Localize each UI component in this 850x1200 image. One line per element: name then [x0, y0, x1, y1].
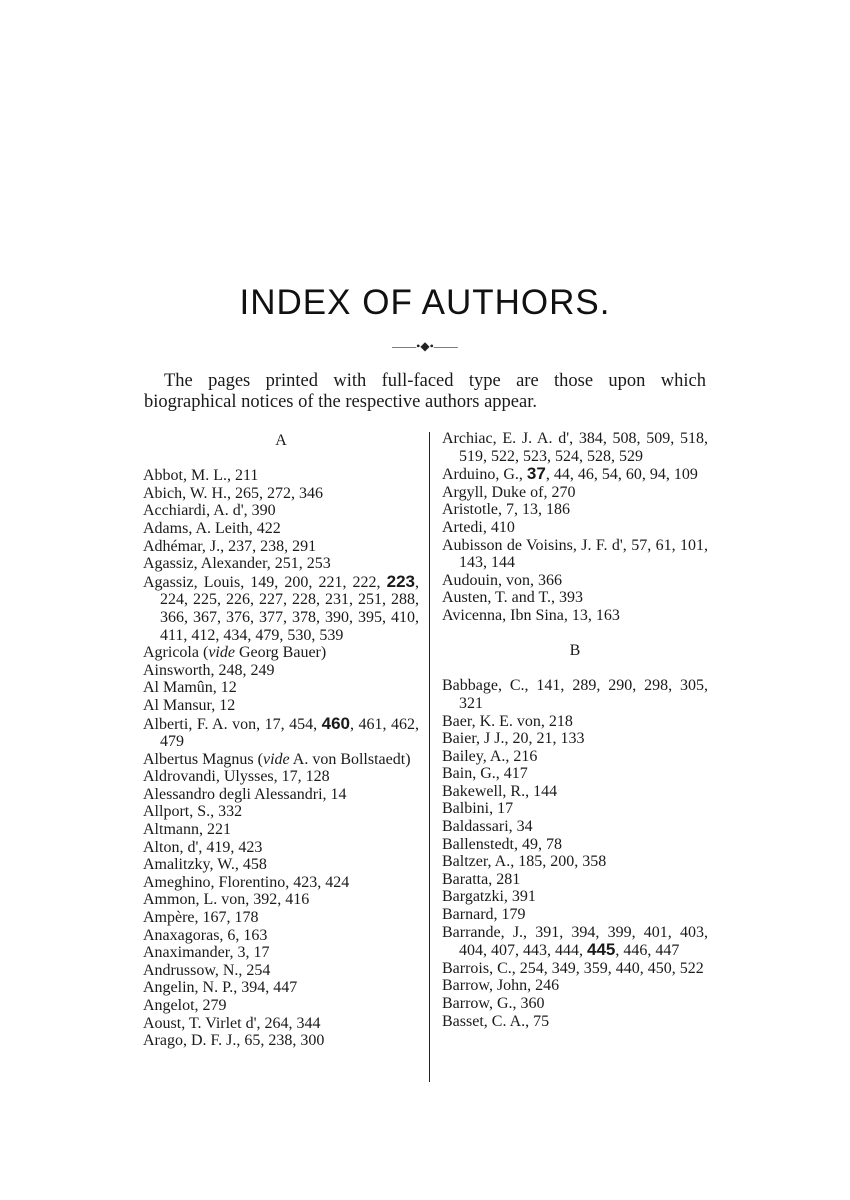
- entry-text: Arago, D. F. J., 65, 238, 300: [143, 1032, 325, 1050]
- entry-text: Anaximander, 3, 17: [143, 944, 270, 962]
- entry-text: Georg Bauer): [234, 644, 327, 662]
- entry-text: Anaxagoras, 6, 163: [143, 926, 268, 944]
- entry-text: Abich, W. H., 265, 272, 346: [143, 484, 323, 502]
- entry-text: Angelin, N. P., 394, 447: [143, 979, 298, 997]
- entry-text: Andrussow, N., 254: [143, 961, 271, 979]
- index-entry: [143, 467, 419, 485]
- index-entry: [143, 751, 419, 769]
- index-entry: [143, 662, 419, 680]
- entry-text: Albertus Magnus (: [143, 750, 263, 768]
- index-column-left: [143, 430, 419, 1050]
- title-ornament: ——•◆•——: [392, 339, 458, 353]
- index-entry: [143, 573, 419, 644]
- entry-text: Ainsworth, 248, 249: [143, 661, 275, 679]
- entry-text: Allport, S., 332: [143, 803, 243, 821]
- biography-page-number: 223: [386, 571, 415, 591]
- index-entry: [143, 679, 419, 697]
- entry-text: , 461, 462, 479: [160, 715, 420, 751]
- entry-text: Aoust, T. Virlet d', 264, 344: [143, 1014, 321, 1032]
- index-entry: [442, 906, 708, 924]
- entry-text: Angelot, 279: [143, 997, 227, 1014]
- section-letter: B: [569, 642, 581, 660]
- entry-text: Aristotle, 7, 13, 186: [442, 501, 570, 519]
- entry-text: , 44, 46, 54, 60, 94, 109: [545, 466, 698, 484]
- entry-text: Balbini, 17: [442, 800, 514, 818]
- index-entry: [143, 697, 419, 715]
- entry-text: , 446, 447: [615, 942, 680, 960]
- index-entry: [143, 538, 419, 556]
- vide-reference: vide: [208, 644, 235, 662]
- entry-text: Barrow, John, 246: [442, 977, 560, 995]
- index-entry: [442, 748, 708, 766]
- entry-text: Alberti, F. A. von, 17, 454,: [143, 715, 322, 733]
- biography-page-number: 37: [526, 464, 546, 484]
- entry-text: Barrois, C., 254, 349, 359, 440, 450, 522: [442, 959, 704, 977]
- entry-text: Bain, G., 417: [442, 765, 528, 783]
- vide-reference: vide: [262, 750, 290, 768]
- index-entry: [143, 909, 419, 927]
- index-entry: [143, 856, 419, 874]
- index-entry: [442, 465, 708, 484]
- index-entry: [143, 644, 419, 662]
- index-entry: [143, 1032, 419, 1050]
- entry-text: Alton, d', 419, 423: [143, 838, 263, 856]
- index-entry: [442, 853, 708, 871]
- index-entry: [143, 715, 419, 751]
- entry-text: Argyll, Duke of, 270: [442, 483, 576, 501]
- index-entry: [143, 997, 419, 1015]
- index-entry: [442, 589, 708, 607]
- page-title: INDEX OF AUTHORS.: [239, 283, 611, 322]
- index-entry: [442, 501, 708, 519]
- entry-text: Bakewell, R., 144: [442, 782, 558, 800]
- index-entry: [442, 960, 708, 978]
- index-entry: [143, 786, 419, 804]
- index-entry: [442, 924, 708, 960]
- entry-text: Alessandro degli Alessandri, 14: [143, 785, 347, 803]
- entry-text: , 224, 225, 226, 227, 228, 231, 251, 288, 366, 367, 376, 377, 378, 390, 395, 410, 411, 412, 434, 479, 530, 539: [160, 573, 419, 644]
- entry-text: Ampère, 167, 178: [143, 909, 259, 927]
- index-entry: [143, 555, 419, 573]
- index-entry: [143, 962, 419, 980]
- entry-text: Abbot, M. L., 211: [143, 467, 259, 485]
- index-entry: [442, 1013, 708, 1031]
- index-entry: [143, 821, 419, 839]
- entry-text: Basset, C. A., 75: [442, 1012, 550, 1030]
- entry-text: Baer, K. E. von, 218: [442, 712, 573, 730]
- index-entry: [143, 485, 419, 503]
- index-entry: [442, 836, 708, 854]
- index-entry: [143, 874, 419, 892]
- index-entry: [143, 502, 419, 520]
- entry-text: Adhémar, J., 237, 238, 291: [143, 537, 317, 555]
- entry-text: Avicenna, Ibn Sina, 13, 163: [442, 606, 620, 624]
- entry-text: Aldrovandi, Ulysses, 17, 128: [143, 768, 330, 786]
- entry-text: Agassiz, Louis, 149, 200, 221, 222,: [143, 573, 387, 591]
- entry-text: Altmann, 221: [143, 821, 231, 839]
- entry-text: Ameghino, Florentino, 423, 424: [143, 873, 350, 891]
- index-entry: [442, 730, 708, 748]
- index-entry: [442, 484, 708, 502]
- entry-text: Baier, J J., 20, 21, 133: [442, 730, 585, 748]
- entry-text: Barrande, J., 391, 394, 399, 401, 403, 404, 407, 443, 444,: [442, 923, 708, 960]
- entry-text: A. von Bollstaedt): [289, 750, 411, 768]
- entry-text: Acchiardi, A. d', 390: [143, 502, 276, 520]
- entry-text: Baratta, 281: [442, 870, 521, 888]
- index-entry: [143, 768, 419, 786]
- entry-text: Amalitzky, W., 458: [143, 856, 267, 874]
- index-entry: [442, 783, 708, 801]
- entry-text: Barrow, G., 360: [442, 995, 545, 1012]
- entry-text: Al Mansur, 12: [143, 696, 236, 714]
- entry-text: Agassiz, Alexander, 251, 253: [143, 555, 331, 573]
- index-entry: [442, 607, 708, 625]
- entry-text: Ballenstedt, 49, 78: [442, 835, 562, 853]
- index-entry: [442, 677, 708, 712]
- entry-text: Aubisson de Voisins, J. F. d', 57, 61, 101, 143, 144: [442, 536, 708, 572]
- entry-text: Barnard, 179: [442, 906, 526, 924]
- entry-text: Babbage, C., 141, 289, 290, 298, 305, 321: [442, 677, 708, 712]
- index-entry: [143, 839, 419, 857]
- index-entry: [442, 430, 708, 465]
- index-entry: [143, 944, 419, 962]
- index-entry: [442, 713, 708, 731]
- entry-text: Artedi, 410: [442, 518, 515, 536]
- index-entry: [442, 977, 708, 995]
- index-entry: [143, 891, 419, 909]
- index-entry: [442, 572, 708, 590]
- entry-text: Audouin, von, 366: [442, 571, 562, 589]
- index-entry: [442, 800, 708, 818]
- column-divider: [429, 432, 430, 1082]
- entry-text: Al Mamûn, 12: [143, 679, 237, 697]
- entry-text: Ammon, L. von, 392, 416: [143, 891, 310, 909]
- entry-text: Baldassari, 34: [442, 818, 533, 836]
- entry-text: Baltzer, A., 185, 200, 358: [442, 853, 607, 871]
- index-entry: [442, 765, 708, 783]
- index-entry: [143, 520, 419, 538]
- entry-text: Bailey, A., 216: [442, 747, 538, 765]
- entry-text: Agricola (: [143, 644, 209, 662]
- section-letter: A: [275, 432, 287, 449]
- entry-text: Adams, A. Leith, 422: [143, 519, 281, 537]
- index-entry: [442, 871, 708, 889]
- entry-text: Bargatzki, 391: [442, 888, 536, 906]
- index-entry: [143, 1015, 419, 1033]
- index-entry: [442, 818, 708, 836]
- entry-text: Arduino, G.,: [442, 466, 527, 484]
- entry-text: Austen, T. and T., 393: [442, 589, 584, 607]
- index-entry: [442, 995, 708, 1013]
- index-entry: [442, 888, 708, 906]
- biography-page-number: 445: [587, 940, 616, 960]
- index-entry: [143, 979, 419, 997]
- entry-text: Archiac, E. J. A. d', 384, 508, 509, 518, 519, 522, 523, 524, 528, 529: [442, 430, 708, 465]
- index-entry: [442, 519, 708, 537]
- biography-page-number: 460: [321, 713, 350, 733]
- index-entry: [442, 537, 708, 572]
- index-entry: [143, 803, 419, 821]
- typeface-note: The pages printed with full-faced type are those upon which biographical notices of the respective authors appear.: [144, 371, 706, 412]
- index-entry: [143, 927, 419, 945]
- index-column-right: [442, 430, 708, 1030]
